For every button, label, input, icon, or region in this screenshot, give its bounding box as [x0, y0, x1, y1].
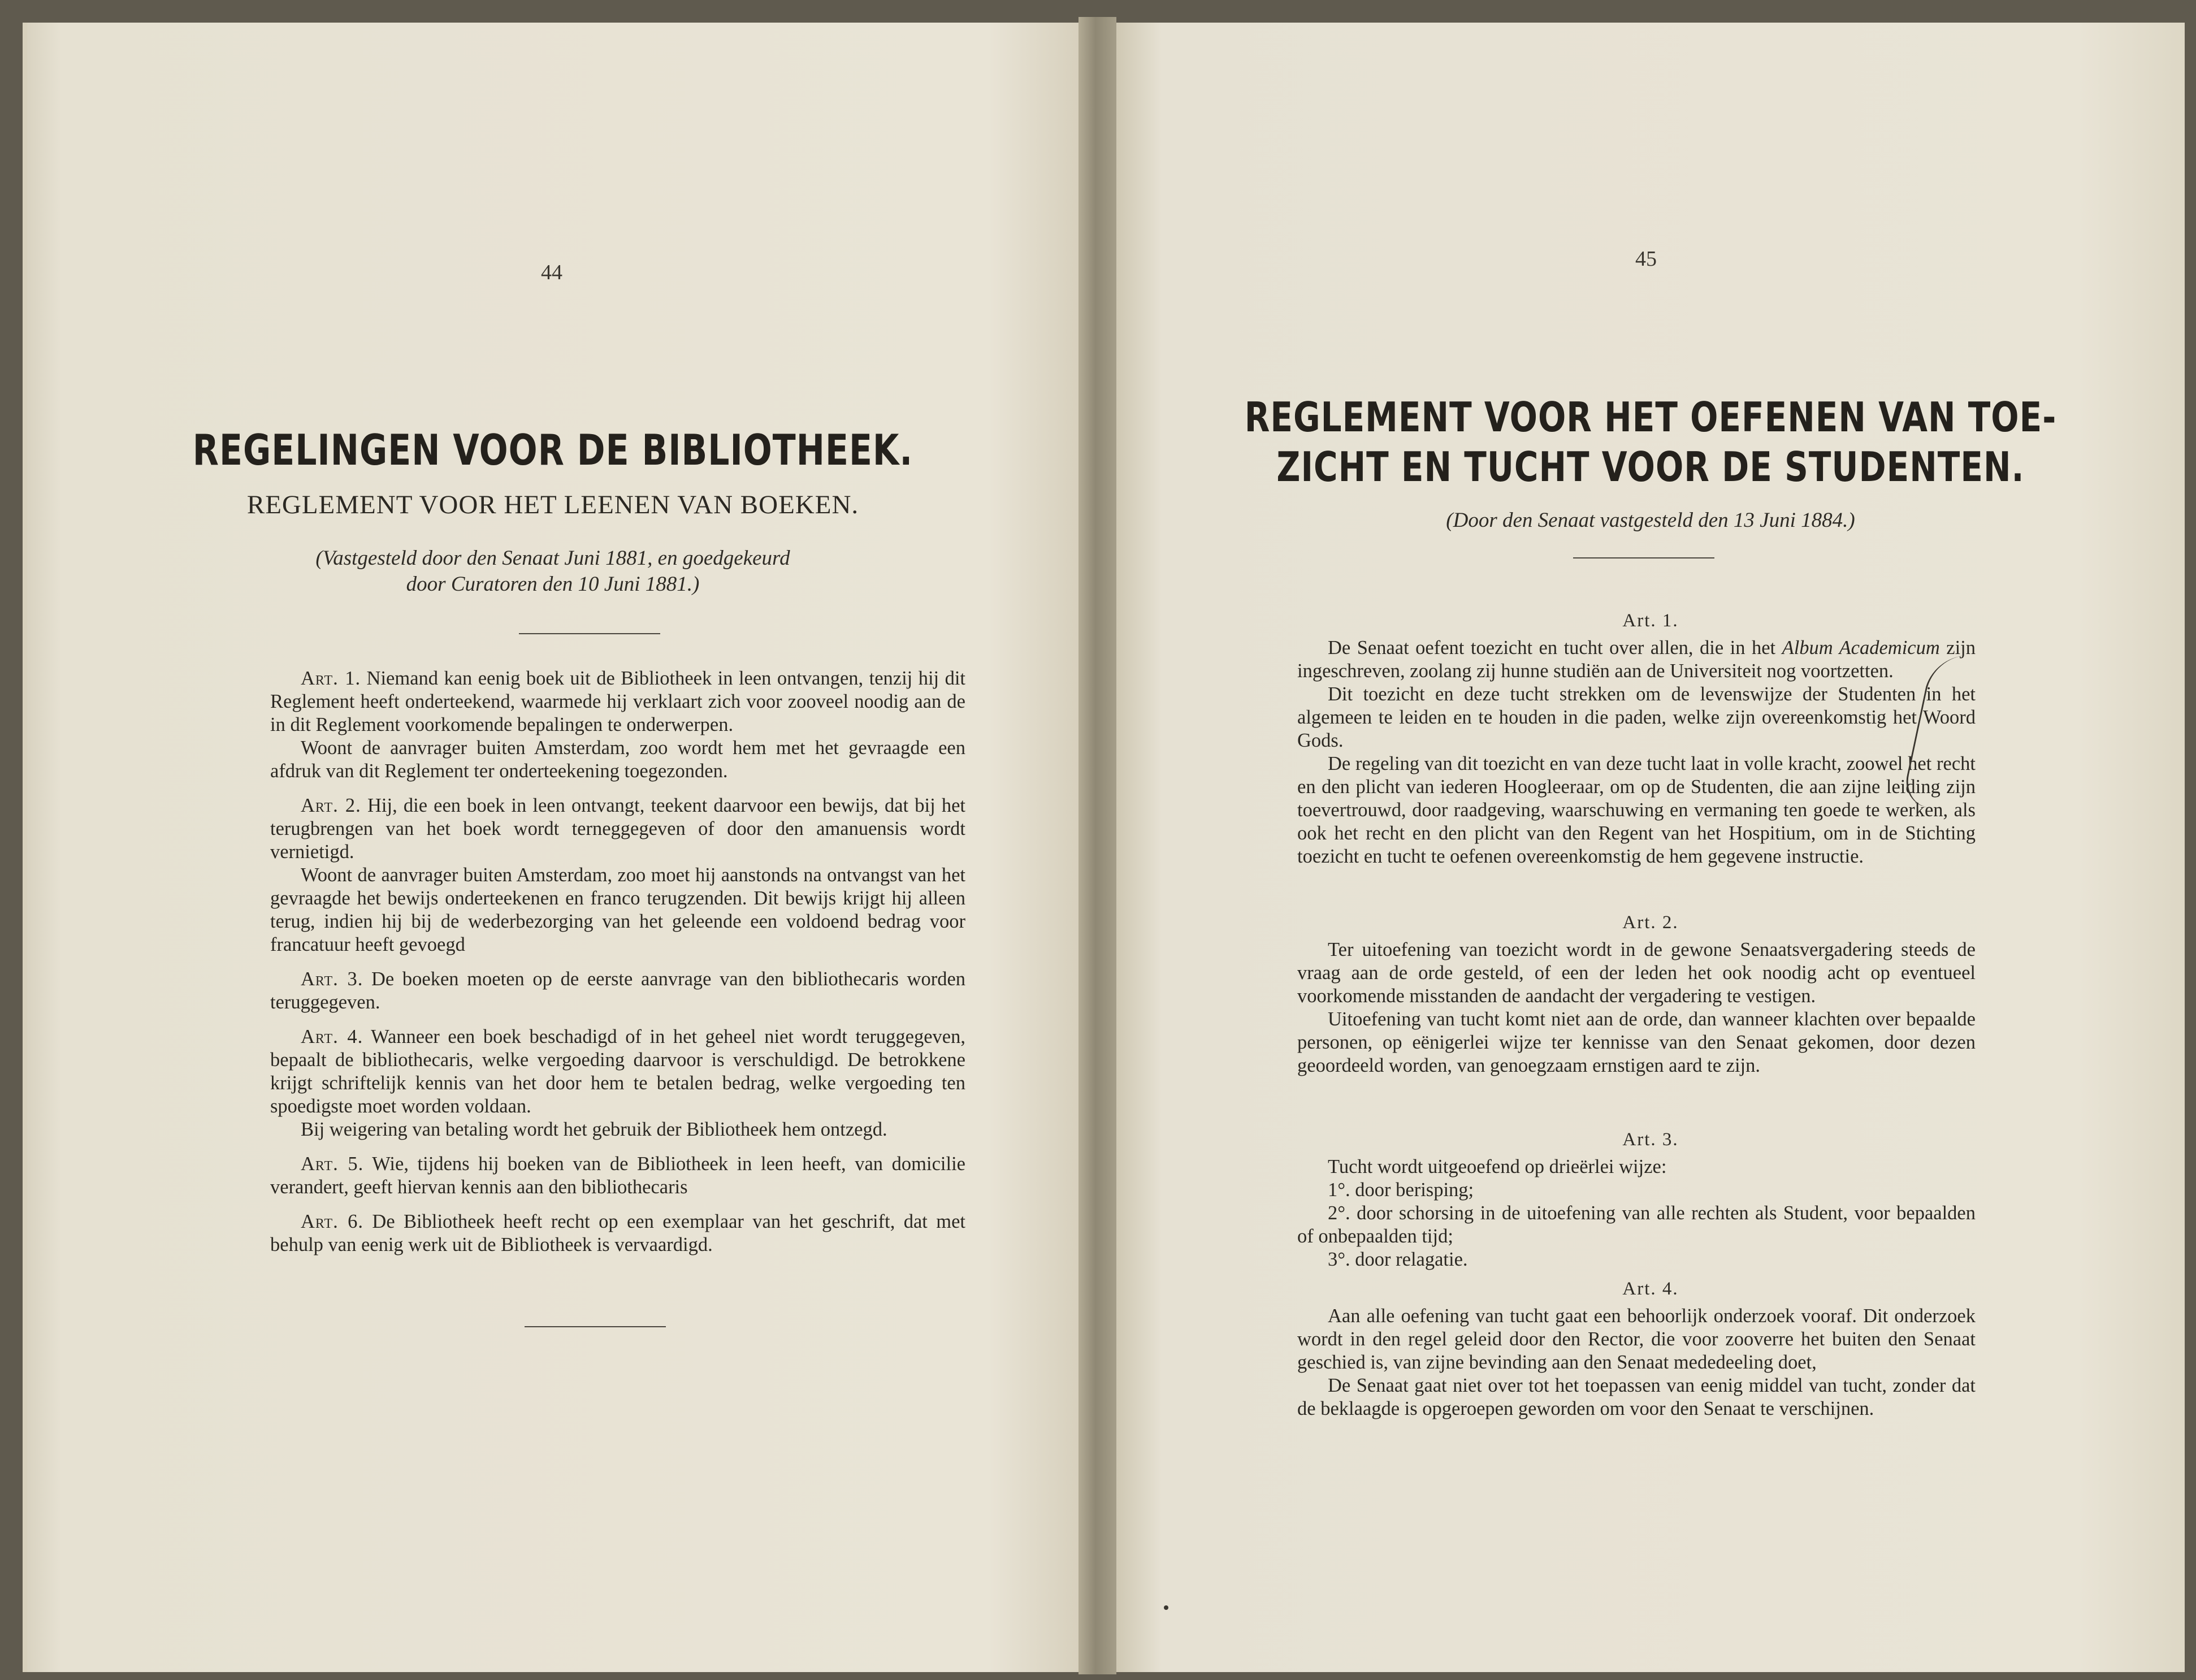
paragraph: Dit toezicht en deze tucht strekken om de levenswijze der Studenten in het algemeen te leiden en te houden in die paden, welke zijn overeenkomstig het Woord Gods.	[1297, 683, 1976, 751]
article-label: Art. 4.	[301, 1026, 363, 1047]
page-number: 45	[1635, 247, 1657, 271]
note-line: door Curatoren den 10 Juni 1881.)	[406, 573, 700, 596]
enactment-note: (Door den Senaat vastgesteld den 13 Juni 1884.)	[1446, 509, 1855, 532]
article-4-body	[1297, 1305, 1976, 1432]
article-text: Hij, die een boek in leen ontvangt, teekent daarvoor een bewijs, dat bij het terugbrengen van het boek wordt terneggegeven of door den amanuensis wordt vernietigd.	[270, 795, 966, 863]
article-text: Wie, tijdens hij boeken van de Bibliotheek in leen heeft, van domicilie verandert, geeft hiervan kennis aan den bibliothecaris	[270, 1153, 965, 1198]
article-label: Art. 1.	[301, 668, 361, 689]
article-1-body	[1297, 637, 1976, 880]
article-heading: Art. 4.	[1622, 1279, 1679, 1299]
list-item: 1°. door berisping;	[1328, 1179, 1474, 1201]
paragraph	[1297, 637, 1976, 683]
article-5	[270, 1153, 965, 1199]
article-2	[270, 794, 965, 864]
article-label: Art. 5.	[301, 1153, 364, 1175]
book-gutter	[1078, 17, 1116, 1674]
paragraph: De Senaat gaat niet over tot het toepassen van eenig middel van tucht, zonder dat de beklaagde is opgeroepen geworden om voor den Senaat te verschijnen.	[1297, 1375, 1976, 1419]
article-label: Art. 6.	[301, 1211, 364, 1232]
article-heading: Art. 2.	[1622, 912, 1679, 933]
enactment-note	[27, 545, 1078, 597]
divider	[1573, 557, 1714, 558]
paragraph: De regeling van dit toezicht en van deze tucht laat in volle kracht, zoowel het recht en den plicht van iederen Hoogleeraar, om op de Studenten, die aan zijne leiding zijn toevertrouwd, door raadgeving, waarschuwing en vermaning ten goede te werken, als ook het recht en den plicht van den Regent van het Hospitium, om in de Stichting toezicht en tucht te oefenen overeenkomstig de hem gegevene instructie.	[1297, 753, 1976, 867]
left-page	[27, 23, 1078, 1672]
article-text: De boeken moeten op de eerste aanvrage van den bibliothecaris worden teruggegeven.	[270, 968, 966, 1013]
section-subtitle: REGLEMENT VOOR HET LEENEN VAN BOEKEN.	[246, 490, 859, 519]
article-1	[270, 667, 965, 737]
section-title-line-2: ZICHT EN TUCHT VOOR DE STUDENTEN.	[1276, 443, 2025, 491]
regulation-text	[270, 667, 965, 1268]
article-2-body	[1297, 938, 1976, 1089]
right-page	[1116, 23, 2185, 1672]
article-6	[270, 1210, 965, 1257]
article-4	[270, 1025, 965, 1118]
paragraph: Aan alle oefening van tucht gaat een behoorlijk onderzoek vooraf. Dit onderzoek wordt in den regel geleid door den Rector, die voor zooverre het buiten den Senaat geschied is, van zijne bevinding aan den Senaat mededeeling doet,	[1297, 1305, 1976, 1373]
article-3-body	[1297, 1155, 1976, 1283]
article-4-cont: Bij weigering van betaling wordt het gebruik der Bibliotheek hem ontzegd.	[301, 1119, 887, 1140]
divider	[525, 1326, 666, 1327]
article-heading: Art. 3.	[1622, 1129, 1679, 1150]
article-2-cont: Woont de aanvrager buiten Amsterdam, zoo moet hij aanstonds na ontvangst van het gevraagde het bewijs onderteekenen en franco terugzenden. Dit bewijs krijgt hij alleen terug, indien hij bij de wederbezorging van het geleende een voldoend bedrag voor francatuur heeft gevoegd	[270, 864, 965, 955]
divider	[519, 633, 660, 634]
article-label: Art. 3.	[301, 968, 363, 990]
article-heading: Art. 1.	[1622, 610, 1679, 631]
article-label: Art. 2.	[301, 795, 361, 816]
list-item: 3°. door relagatie.	[1328, 1249, 1468, 1270]
italic-run: Album Academicum	[1782, 637, 1940, 659]
article-1-cont: Woont de aanvrager buiten Amsterdam, zoo wordt hem met het gevraagde een afdruk van dit Reglement ter onderteekening toegezonden.	[270, 737, 965, 782]
article-3	[270, 968, 965, 1014]
paragraph: Tucht wordt uitgeoefend op drieërlei wijze:	[1328, 1156, 1667, 1177]
text-run: De Senaat oefent toezicht en tucht over allen, die in het	[1328, 637, 1782, 659]
paragraph: Uitoefening van tucht komt niet aan de orde, dan wanneer klachten over bepaalde personen, op eënigerlei wijze ter kennisse van den Senaat gekomen, door dezen geoordeeld worden, van genoegzaam ernstigen aard te zijn.	[1297, 1008, 1976, 1076]
note-line: (Vastgesteld door den Senaat Juni 1881, en goedgekeurd	[315, 547, 790, 570]
list-item: 2°. door schorsing in de uitoefening van alle rechten als Student, voor bepaalden of onbepaalden tijd;	[1297, 1202, 1976, 1247]
article-text: Wanneer een boek beschadigd of in het geheel niet wordt teruggegeven, bepaalt de bibliothecaris, welke vergoeding daarvoor is verschuldigd. De betrokkene krijgt schriftelijk kennis van het door hem te betalen bedrag, welke vergoeding ten spoedigste moet worden voldaan.	[270, 1026, 965, 1117]
ink-speck	[1164, 1605, 1168, 1610]
page-number: 44	[541, 261, 562, 284]
article-text: Niemand kan eenig boek uit de Bibliotheek in leen ontvangen, tenzij hij dit Reglement heeft onderteekend, waarmede hij verklaart zich voor zooveel noodig aan de in dit Reglement voorkomende bepalingen te onderwerpen.	[270, 668, 965, 735]
article-text: De Bibliotheek heeft recht op een exemplaar van het geschrift, dat met behulp van eenig werk uit de Bibliotheek is vervaardigd.	[270, 1211, 965, 1255]
section-title: REGELINGEN VOOR DE BIBLIOTHEEK.	[192, 426, 913, 475]
section-title-line-1: REGLEMENT VOOR HET OEFENEN VAN TOE-	[1244, 393, 2057, 441]
paragraph: Ter uitoefening van toezicht wordt in de gewone Senaatsvergadering steeds de vraag aan de orde gesteld, of een der leden het ook noodig acht op eventueel voorkomende misstanden de aandacht der vergadering te vestigen.	[1297, 939, 1976, 1007]
text-run: zijn ingeschreven, zoolang zij hunne studiën aan de Universiteit nog voortzetten.	[1297, 637, 1976, 682]
